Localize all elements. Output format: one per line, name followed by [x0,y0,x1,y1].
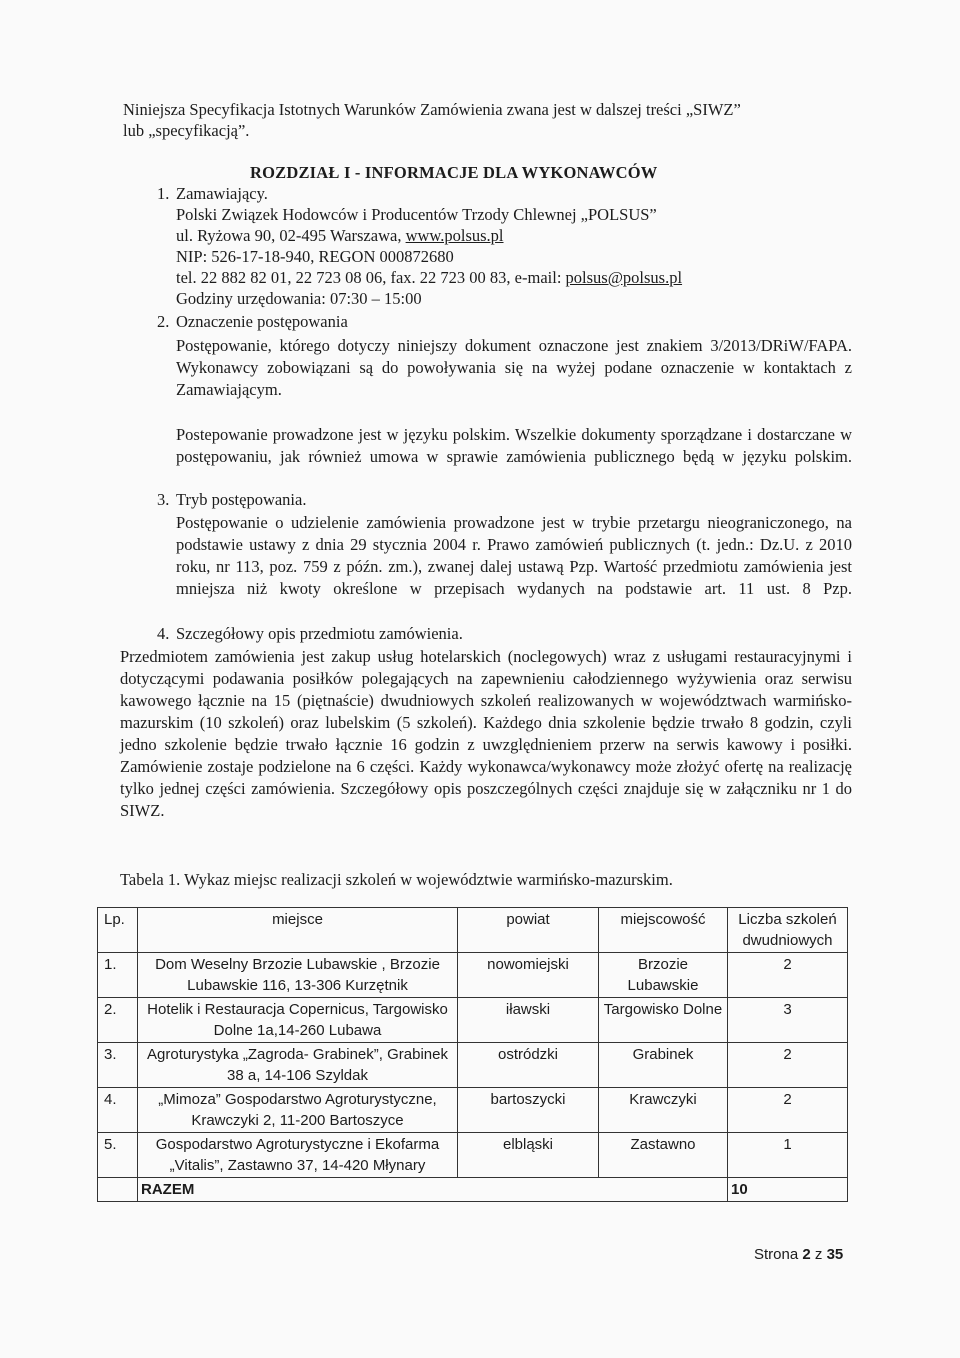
table-row [98,953,848,998]
cell-miejscowosc: Grabinek [599,1043,728,1088]
section-3-title: Tryb postępowania. [176,490,307,509]
section-2-title: Oznaczenie postępowania [176,312,348,331]
contractor-address: ul. Ryżowa 90, 02-495 Warszawa, www.polsus.pl [176,226,504,245]
cell-miejsce: Dom Weselny Brzozie Lubawskie , Brzozie Lubawskie 116, 13-306 Kurzętnik [138,953,458,998]
cell-miejsce: „Mimoza” Gospodarstwo Agroturystyczne, Krawczyki 2, 11-200 Bartoszyce [138,1088,458,1133]
cell-empty [98,1178,138,1202]
table-row [98,998,848,1043]
cell-liczba: 2 [728,1043,848,1088]
cell-miejscowosc: Brzozie Lubawskie [599,953,728,998]
cell-miejscowosc: Krawczyki [599,1088,728,1133]
section-3-paragraph: Postępowanie o udzielenie zamówienia prowadzone jest w trybie przetargu nieograniczonego, na podstawie ustawy z dnia 29 stycznia 2004 r. Prawo zamówień publicznych (t. jedn.: Dz.U. z 2010 roku, nr 113, poz. 759 z późn. zm.), zwanej dalej ustawą Pzp. Wartość przedmiotu zamówienia jest mniejsza niż kwoty określone w przepisach wydanych na podstawie art. 11 ust. 8 Pzp. [176,513,852,598]
table-row [98,1088,848,1133]
page-total: 35 [826,1246,844,1263]
total-label: RAZEM [138,1178,728,1202]
header-miejscowosc: miejscowość [599,908,728,953]
cell-miejsce: Gospodarstwo Agroturystyczne i Ekofarma „Vitalis”, Zastawno 37, 14-420 Młynary [138,1133,458,1178]
cell-powiat: nowomiejski [458,953,599,998]
cell-miejsce: Hotelik i Restauracja Copernicus, Targowisko Dolne 1a,14-260 Lubawa [138,998,458,1043]
section-2-paragraph-2: Postepowanie prowadzone jest w języku polskim. Wszelkie dokumenty sporządzane i dostarczane w postępowaniu, jak również umowa w sprawie zamówienia publicznego będą w języku polskim. [176,425,852,466]
cell-liczba: 1 [728,1133,848,1178]
cell-miejscowosc: Zastawno [599,1133,728,1178]
page-number: 2 [802,1246,811,1263]
cell-powiat: bartoszycki [458,1088,599,1133]
cell-liczba: 2 [728,1088,848,1133]
section-4-title: Szczegółowy opis przedmiotu zamówienia. [176,624,463,643]
cell-liczba: 3 [728,998,848,1043]
section-4-number: 4. [157,624,170,643]
cell-lp: 2. [98,998,138,1043]
table-caption: Tabela 1. Wykaz miejsc realizacji szkoleń w województwie warmińsko-mazurskim. [120,870,673,889]
table-total-row [98,1178,848,1202]
section-2-number: 2. [157,312,170,331]
office-hours: Godziny urzędowania: 07:30 – 15:00 [176,289,422,308]
section-1-number: 1. [157,184,170,203]
header-powiat: powiat [458,908,599,953]
section-2-paragraph-1: Postępowanie, którego dotyczy niniejszy dokument oznaczone jest znakiem 3/2013/DRiW/FAPA. Wykonawcy zobowiązani są do powoływania się na wyżej podane oznaczenie w kontaktach z Zamawiającym. [176,336,852,399]
cell-miejscowosc: Targowisko Dolne [599,998,728,1043]
header-liczba: Liczba szkoleń dwudniowych [728,908,848,953]
section-3-number: 3. [157,490,170,509]
cell-powiat: iławski [458,998,599,1043]
total-value: 10 [728,1178,848,1202]
cell-lp: 4. [98,1088,138,1133]
cell-powiat: ostródzki [458,1043,599,1088]
section-4-paragraph: Przedmiotem zamówienia jest zakup usług hotelarskich (noclegowych) wraz z usługami restauracyjnymi i dotyczącymi podawania posiłków polegających na zapewnieniu całodziennego wyżywienia oraz serwisu kawowego łącznie na 15 (piętnaście) dwudniowych szkoleń realizowanych w województwach warmińsko-mazurskim (10 szkoleń) oraz lubelskim (5 szkoleń). Każdego dnia szkolenie będzie trwało 8 godzin, czyli jedno szkolenie będzie trwało łącznie 16 godzin z uwzględnieniem przerw na serwis kawowy i posiłki. Zamówienie zostaje podzielone na 6 części. Każdy wykonawca/wykonawcy może złożyć ofertę na realizację tylko jednej części zamówienia. Szczegółowy opis poszczególnych części znajduje się w załączniku nr 1 do SIWZ. [120,647,852,820]
intro-line-2: lub „specyfikacją”. [123,121,250,140]
section-1-title: Zamawiający. [176,184,268,203]
locations-table [97,907,848,1202]
cell-lp: 1. [98,953,138,998]
page-footer: Strona 2 z 35 [754,1246,844,1263]
contractor-contact: tel. 22 882 82 01, 22 723 08 06, fax. 22 723 00 83, e-mail: polsus@polsus.pl [176,268,683,287]
intro-line-1: Niniejsza Specyfikacja Istotnych Warunków Zamówienia zwana jest w dalszej treści „SIWZ” [123,100,741,119]
section-title: ROZDZIAŁ I - INFORMACJE DLA WYKONAWCÓW [250,163,658,182]
contractor-name: Polski Związek Hodowców i Producentów Trzody Chlewnej „POLSUS” [176,205,657,224]
header-miejsce: miejsce [138,908,458,953]
contractor-ids: NIP: 526-17-18-940, REGON 000872680 [176,247,454,266]
email-link[interactable]: polsus@polsus.pl [565,268,683,287]
cell-lp: 5. [98,1133,138,1178]
cell-powiat: elbląski [458,1133,599,1178]
table-row [98,1133,848,1178]
cell-lp: 3. [98,1043,138,1088]
table-row [98,1043,848,1088]
table-header-row [98,908,848,953]
cell-miejsce: Agroturystyka „Zagroda- Grabinek”, Grabinek 38 a, 14-106 Szyldak [138,1043,458,1088]
header-lp: Lp. [98,908,138,953]
website-link[interactable]: www.polsus.pl [405,226,504,245]
cell-liczba: 2 [728,953,848,998]
